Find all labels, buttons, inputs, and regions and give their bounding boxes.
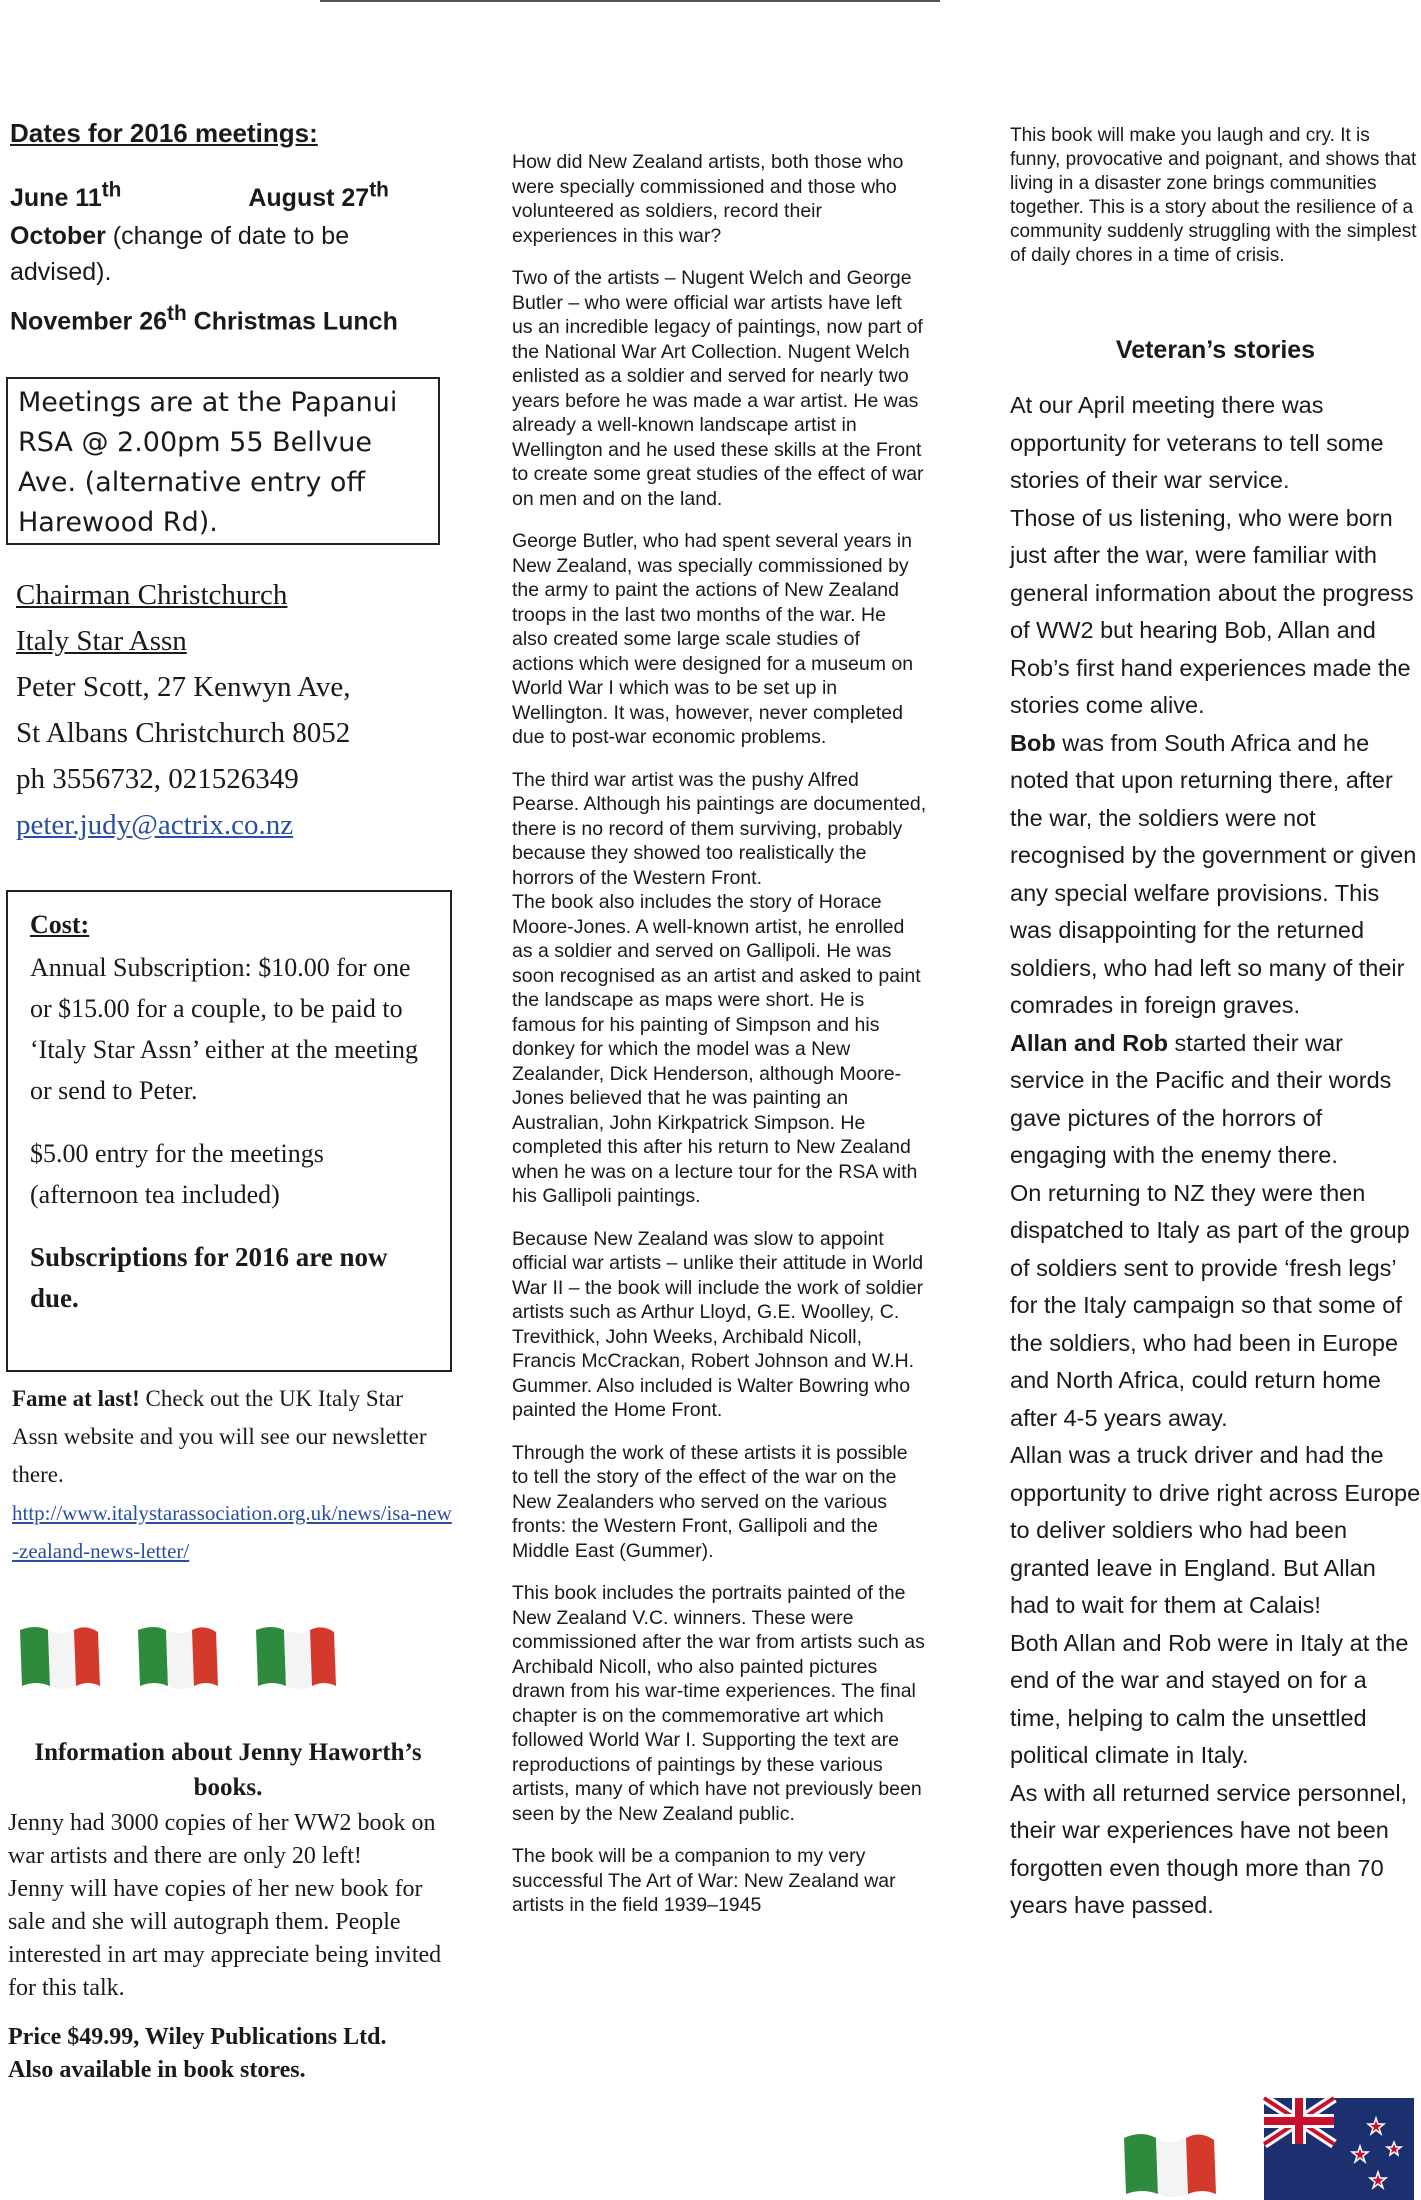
vet-paragraph-6: Allan was a truck driver and had the opportunity to drive right across Europe to deliver soldiers who had been granted leave in England. But Allan had to wait for them at Calais! [1010, 1442, 1421, 1618]
jenny-paragraph-2: Jenny will have copies of her new book for sale and she will autograph them. People interested in art may appreciate being invited for this talk. [8, 1876, 442, 2001]
cost-entry: $5.00 entry for the meetings (afternoon tea included) [30, 1139, 324, 1209]
italy-flag-icon [256, 1627, 336, 1689]
phone-line: ph 3556732, 021526349 [16, 763, 299, 795]
fame-text: Check out the UK Italy Star Assn website and you will see our newsletter there. [12, 1386, 427, 1487]
italy-flag-icon [1124, 2134, 1216, 2197]
middle-column [512, 150, 927, 1936]
subscriptions-due: Subscriptions for 2016 are now due. [30, 1242, 388, 1313]
chairman-heading: Chairman Christchurch [16, 579, 288, 611]
veterans-heading: Veteran’s stories [1115, 336, 1316, 364]
book-blurb: This book will make you laugh and cry. It is funny, provocative and poignant, and shows that living in a disaster zone brings communities together. This is a story about the resilience of a community suddenly struggling with the simplest of daily chores in a time of crisis. [1010, 125, 1417, 266]
address-line-1: Peter Scott, 27 Kenwyn Ave, [16, 671, 351, 703]
article-paragraph-7: This book includes the portraits painted of the New Zealand V.C. winners. These were commissioned after the war from artists such as Archibald Nicoll, who also painted pictures drawn from his war-time experiences. The final chapter is on the commemorative art which followed World War I. Supporting the text are reproductions of paintings by these various artists, many of which have not previously been seen by the New Zealand public. [512, 1582, 925, 1825]
right-column [1010, 124, 1421, 1925]
assn-heading: Italy Star Assn [16, 625, 187, 657]
article-paragraph-4a: The third war artist was the pushy Alfred Pearse. Although his paintings are documented, there is no record of them surviving, probably because they showed too realistically the horrors of the Western Front. [512, 768, 927, 889]
article-paragraph-4b: The book also includes the story of Horace Moore-Jones. A well-known artist, he enrolled as a soldier and served on Gallipoli. He was soon recognised as an artist and asked to paint the landscape as maps were short. He is famous for his painting of Simpson and his donkey for which the model was a New Zealander, Dick Henderson, although Moore-Jones believed that he was painting an Australian, John Kirkpatrick Simpson. He completed this after his return to New Zealand when he was on a lecture tour for the RSA with his Gallipoli paintings. [512, 891, 921, 1207]
date-october: October (change of date to be advised). [10, 222, 350, 287]
jenny-availability: Also available in book stores. [8, 2057, 306, 2083]
jenny-books-section [8, 1735, 448, 2087]
cost-box [6, 890, 452, 1372]
article-paragraph-6: Through the work of these artists it is possible to tell the story of the effect of the war on the New Zealanders who served on the various fronts: the Western Front, Gallipoli and the Middle East (Gummer). [512, 1441, 908, 1562]
nz-flag-icon [1264, 2098, 1414, 2200]
fame-heading: Fame at last! [12, 1386, 140, 1411]
fame-section [12, 1380, 452, 1570]
date-november: November 26th Christmas Lunch [10, 302, 398, 336]
article-paragraph-1: How did New Zealand artists, both those who were specially commissioned and those who volunteered as soldiers, record their experiences in this war? [512, 151, 904, 247]
italy-flag-icon [138, 1627, 218, 1689]
vet-paragraph-3: Bob was from South Africa and he noted that upon returning there, after the war, the soldiers were not recognised by the government or given any special welfare provisions. This was disappointing for the returned soldiers, who had left so many of their comrades in foreign graves. [1010, 729, 1417, 1018]
jenny-paragraph-1: Jenny had 3000 copies of her WW2 book on war artists and there are only 20 left! [8, 1810, 436, 1869]
date-june: June 11th [10, 179, 122, 213]
cost-subscription: Annual Subscription: $10.00 for one or $15.00 for a couple, to be paid to ‘Italy Star Assn’ either at the meeting or send to Peter. [30, 953, 418, 1105]
dates-heading: Dates for 2016 meetings: [10, 118, 318, 148]
chairman-contact [16, 572, 446, 848]
email-link[interactable]: peter.judy@actrix.co.nz [16, 809, 294, 841]
veterans-stories [1010, 387, 1421, 1925]
article-paragraph-5: Because New Zealand was slow to appoint official war artists – unlike their attitude in World War II – the book will include the work of soldier artists such as Arthur Lloyd, G.E. Woolley, C. Trevithick, John Weeks, Archibald Nicoll, Francis McCrackan, Robert Johnson and W.H. Gummer. Also included is Walter Bowring who painted the Home Front. [512, 1227, 924, 1421]
closing-flags-icon [1120, 2094, 1420, 2200]
vet-paragraph-2: Those of us listening, who were born just after the war, were familiar with general information about the progress of WW2 but hearing Bob, Allan and Rob’s first hand experiences made the stories come alive. [1010, 504, 1414, 718]
jenny-heading: Information about Jenny Haworth’s books. [34, 1739, 422, 1801]
article-paragraph-8: The book will be a companion to my very successful The Art of War: New Zealand war artists in the field 1939–1945 [512, 1845, 896, 1916]
vet-paragraph-7: Both Allan and Rob were in Italy at the end of the war and stayed on for a time, helping to calm the unsettled political climate in Italy. [1010, 1629, 1409, 1768]
date-august: August 27th [248, 179, 389, 213]
address-line-2: St Albans Christchurch 8052 [16, 717, 351, 749]
newsletter-link[interactable]: http://www.italystarassociation.org.uk/news/isa-new-zealand-news-letter/ [12, 1501, 452, 1563]
vet-paragraph-5: On returning to NZ they were then dispatched to Italy as part of the group of soldiers sent to provide ‘fresh legs’ for the Italy campaign so that some of the soldiers, who had been in Europe and North Africa, could return home after 4-5 years away. [1010, 1179, 1410, 1431]
meeting-dates [10, 171, 450, 342]
jenny-price: Price $49.99, Wiley Publications Ltd. [8, 2024, 387, 2050]
vet-paragraph-4: Allan and Rob started their war service in the Pacific and their words gave pictures of the horrors of engaging with the enemy there. [1010, 1029, 1392, 1168]
italy-flag-icon [20, 1627, 100, 1689]
italian-flags-icon [16, 1620, 356, 1696]
cost-heading: Cost: [30, 910, 90, 939]
article-paragraph-3: George Butler, who had spent several years in New Zealand, was specially commissioned by the army to paint the actions of New Zealand troops in the last two months of the war. He also created some large scale studies of actions which were designed for a museum on World War I which was to be set up in Wellington. It was, however, never completed due to post-war economic problems. [512, 530, 914, 748]
article-paragraph-2: Two of the artists – Nugent Welch and George Butler – who were official war artists have left us an incredible legacy of paintings, now part of the National War Art Collection. Nugent Welch enlisted as a soldier and served for nearly two years before he was made a war artist. He was already a well-known landscape artist in Wellington and he used these skills at the Front to create some great studies of the effect of war on men and on the land. [512, 267, 924, 510]
meeting-location-box: Meetings are at the Papanui RSA @ 2.00pm 55 Bellvue Ave. (alternative entry off Harewood Rd). [6, 377, 440, 545]
vet-paragraph-1: At our April meeting there was opportunity for veterans to tell some stories of their war service. [1010, 392, 1384, 493]
vet-paragraph-8: As with all returned service personnel, their war experiences have not been forgotten even though more than 70 years have passed. [1010, 1779, 1408, 1918]
top-rule [320, 0, 940, 2]
left-column [10, 118, 450, 342]
